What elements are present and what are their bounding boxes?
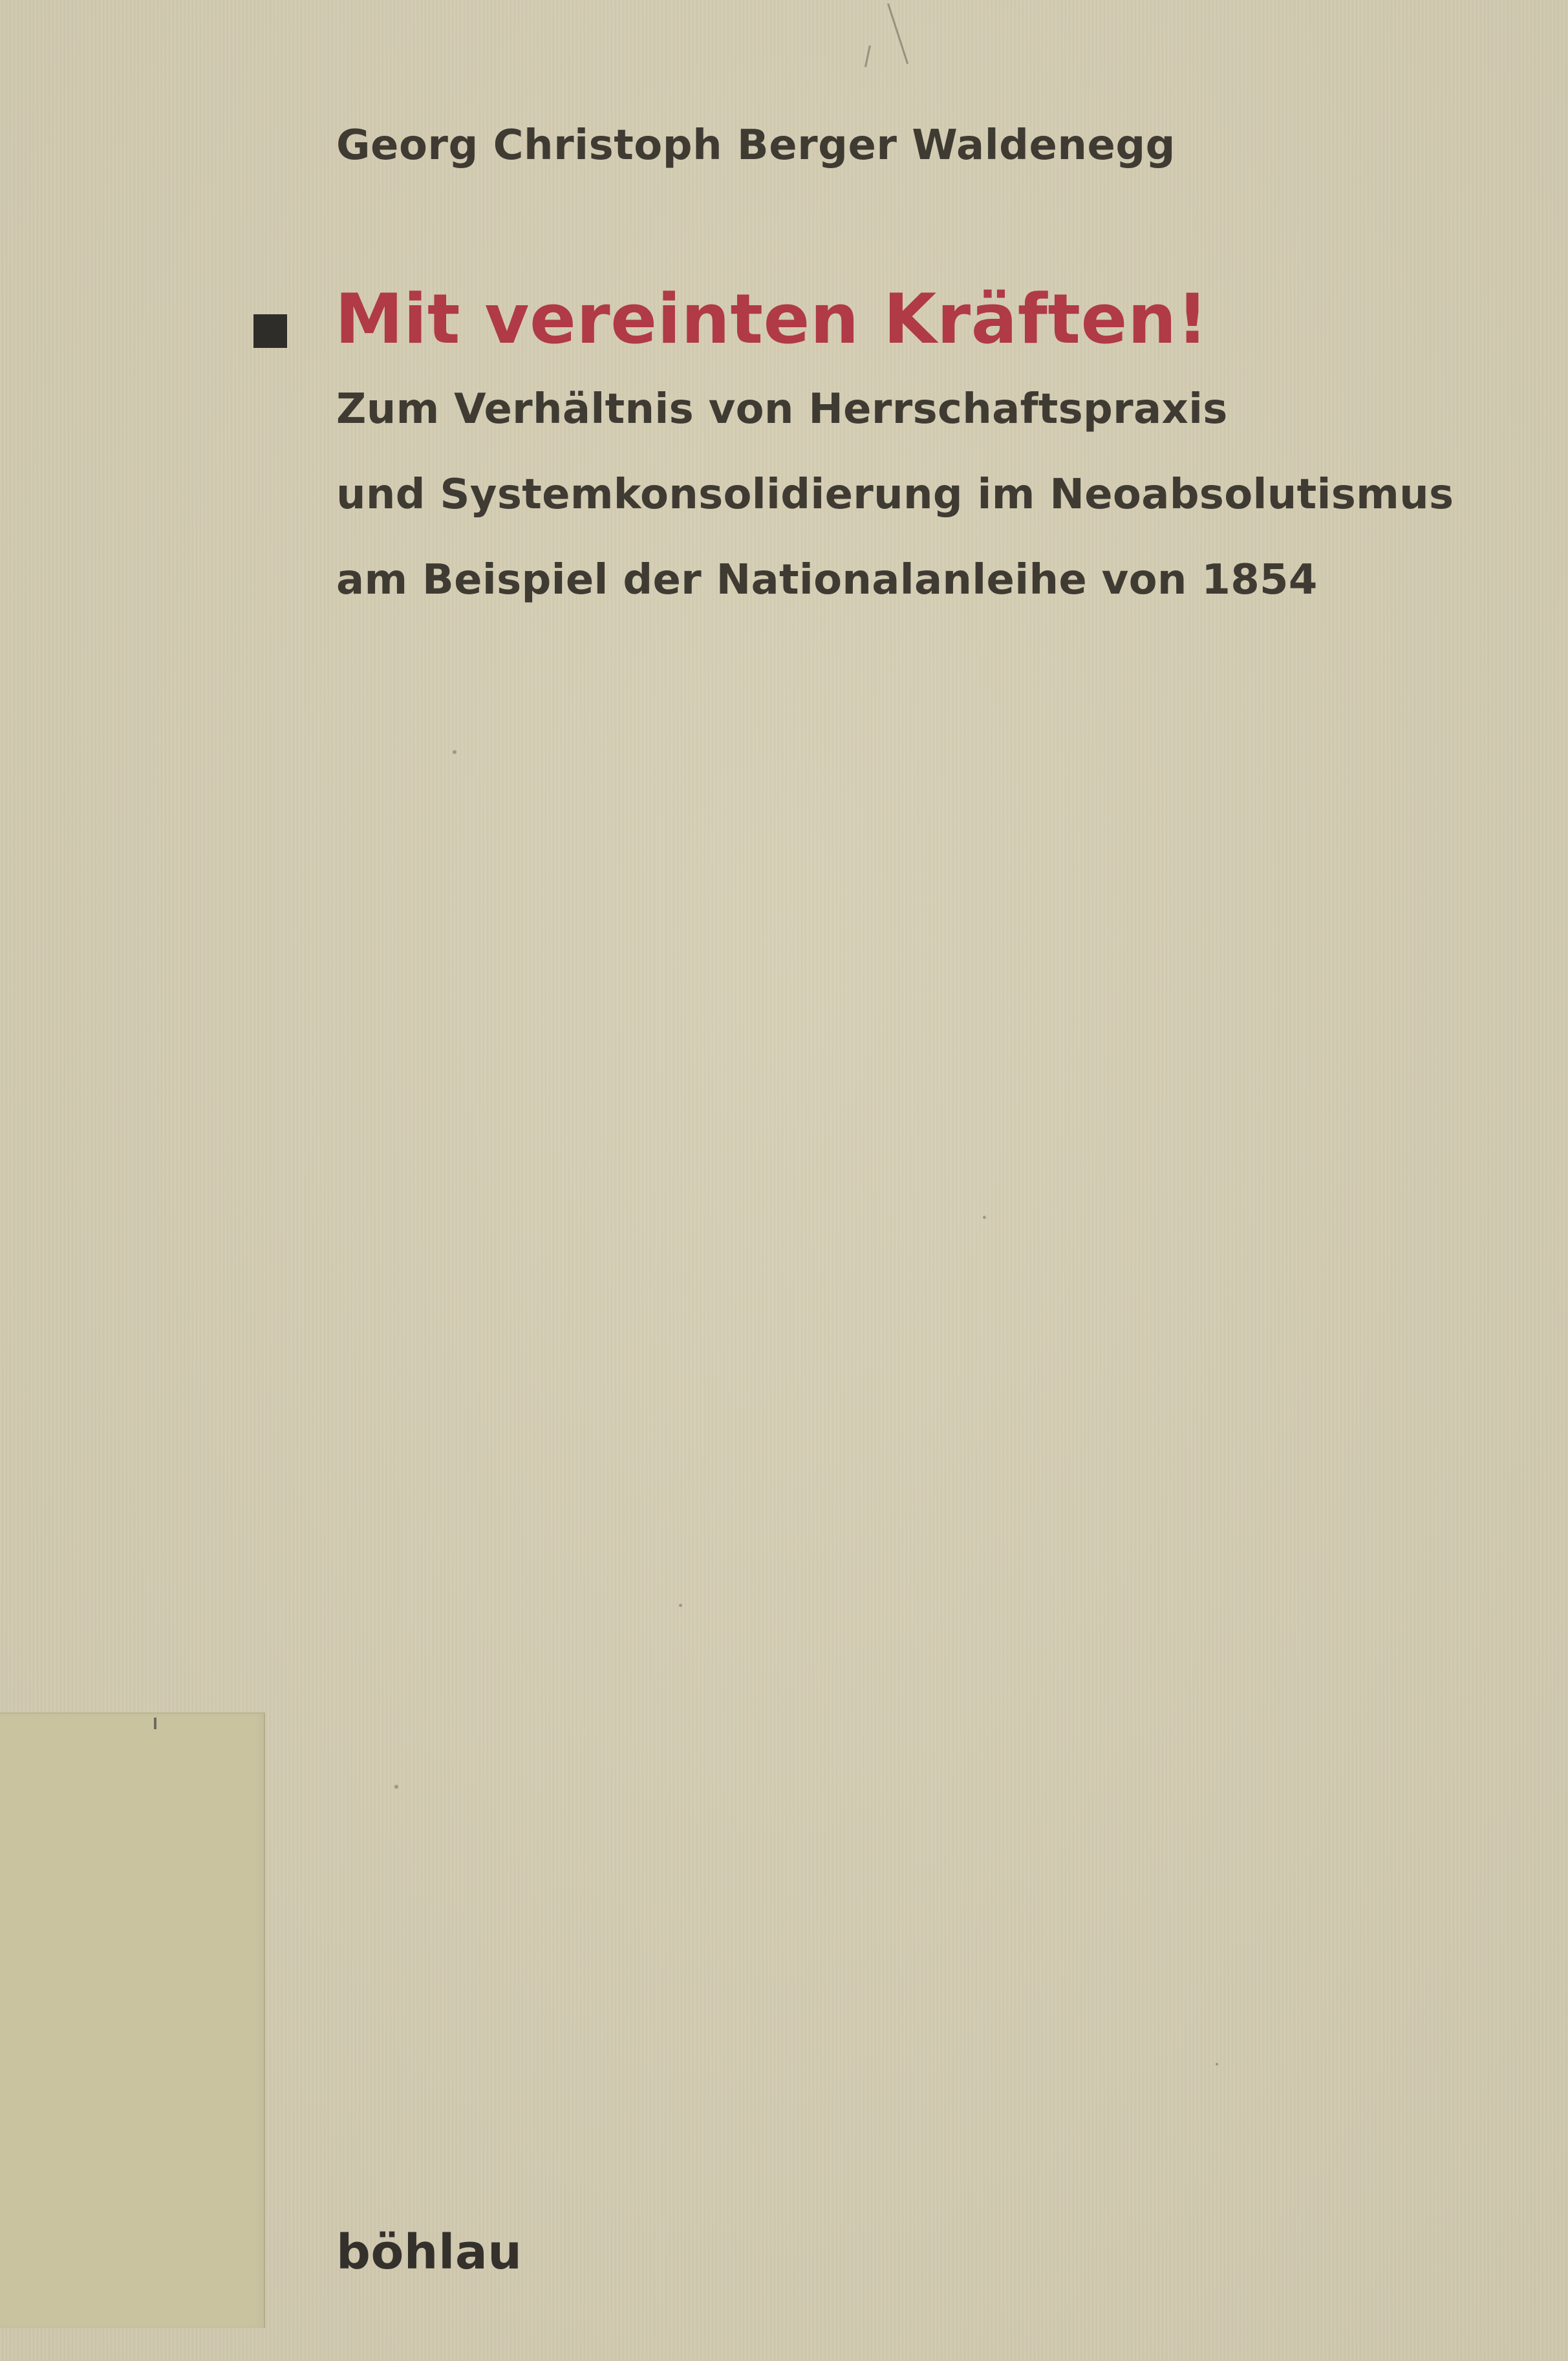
scratch-mark: [887, 3, 908, 64]
paper-fleck: [394, 1785, 398, 1789]
paper-fleck: [983, 1216, 986, 1219]
author-name: Georg Christoph Berger Waldenegg: [336, 122, 1176, 169]
subtitle-line: Zum Verhältnis von Herrschaftspraxis: [336, 385, 1228, 433]
subtitle-line: am Beispiel der Nationalanleihe von 1854: [336, 556, 1318, 604]
book-title: Mit vereinten Kräften!: [335, 279, 1208, 359]
subtitle-line: und Systemkonsolidierung im Neoabsolutismus: [336, 471, 1454, 519]
scratch-mark: [865, 45, 871, 67]
paper-fleck: [453, 750, 456, 754]
publisher-name: böhlau: [336, 2225, 522, 2280]
sticker-mark: [154, 1718, 156, 1729]
paper-fleck: [679, 1604, 682, 1607]
paper-fleck: [1216, 2063, 1218, 2065]
library-label-sticker: [0, 1712, 265, 2328]
square-bullet-icon: [253, 314, 287, 348]
